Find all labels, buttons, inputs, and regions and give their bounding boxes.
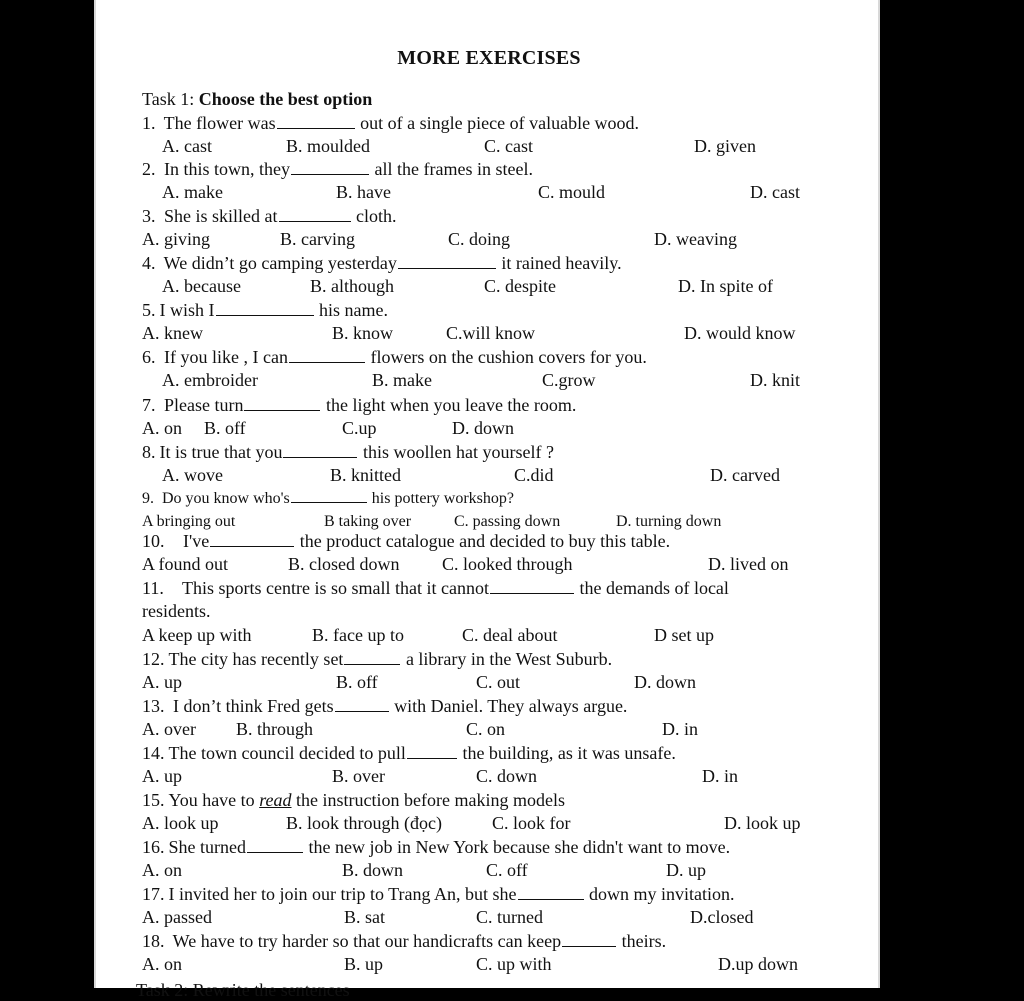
answer-option[interactable]: B. closed down xyxy=(288,554,400,574)
answer-blank[interactable] xyxy=(247,837,303,853)
question-number: 3. xyxy=(142,206,156,226)
answer-option[interactable]: C. mould xyxy=(538,182,606,202)
answer-option[interactable]: D set up xyxy=(654,625,714,645)
question-number: 13. xyxy=(142,696,165,716)
task1-heading xyxy=(142,88,372,111)
question-text: She turned xyxy=(168,837,246,857)
answer-option[interactable]: A. make xyxy=(162,182,223,202)
answer-option[interactable]: C. deal about xyxy=(462,625,558,645)
question-number: 15. xyxy=(142,790,165,810)
answer-option[interactable]: A. over xyxy=(142,719,196,739)
question-text: You have to xyxy=(168,790,260,810)
task-instruction: Choose the best option xyxy=(198,89,373,109)
question-stem xyxy=(142,695,627,718)
answer-option[interactable]: D. cast xyxy=(750,182,800,202)
question-text: I don’t think Fred gets xyxy=(168,696,334,716)
question-text-continued: down my invitation. xyxy=(584,884,735,904)
answer-blank[interactable] xyxy=(490,578,574,594)
answer-blank[interactable] xyxy=(291,487,367,503)
answer-option[interactable]: D. down xyxy=(634,672,696,692)
answer-option[interactable]: C.did xyxy=(514,465,554,485)
answer-blank[interactable] xyxy=(277,113,355,129)
answer-option[interactable]: D. lived on xyxy=(708,554,789,574)
answer-option[interactable]: A found out xyxy=(142,554,229,574)
question-stem xyxy=(142,112,639,135)
answer-blank[interactable] xyxy=(335,696,389,712)
question-text: Do you know who's xyxy=(158,490,290,507)
question-text: This sports centre is so small that it cannot xyxy=(177,578,489,598)
question-stem xyxy=(142,883,735,906)
question-text-continued: the product catalogue and decided to buy this table. xyxy=(295,531,671,551)
question-stem xyxy=(142,252,622,275)
answer-blank[interactable] xyxy=(244,395,320,411)
question-number: 14. xyxy=(142,743,165,763)
answer-option[interactable]: A keep up with xyxy=(142,625,252,645)
answer-option[interactable]: D. in xyxy=(662,719,698,739)
answer-option[interactable]: C. look for xyxy=(492,813,571,833)
question-text-continued: the instruction before making models xyxy=(291,790,565,810)
answer-option[interactable]: A. look up xyxy=(142,813,219,833)
answer-option[interactable]: D. weaving xyxy=(654,229,737,249)
question-text-continued: his name. xyxy=(314,300,388,320)
question-stem xyxy=(142,930,666,953)
answer-option[interactable]: C. on xyxy=(466,719,506,739)
answer-blank[interactable] xyxy=(210,531,294,547)
question-number: 7. xyxy=(142,395,156,415)
answer-option[interactable]: D. up xyxy=(666,860,706,880)
question-text-continued: with Daniel. They always argue. xyxy=(389,696,628,716)
answer-option[interactable]: B. up xyxy=(344,954,384,974)
question-text-continued: this woollen hat yourself ? xyxy=(358,442,554,462)
answer-option[interactable]: B. knitted xyxy=(330,465,401,485)
answer-option[interactable]: C. despite xyxy=(484,276,556,296)
answer-option[interactable]: A. knew xyxy=(142,323,203,343)
answer-option[interactable]: B. have xyxy=(336,182,391,202)
answer-option[interactable]: B. off xyxy=(336,672,378,692)
answer-option[interactable]: A. cast xyxy=(162,136,212,156)
question-text: We didn’t go camping yesterday xyxy=(159,253,397,273)
answer-blank[interactable] xyxy=(289,347,365,363)
answer-option[interactable]: C.will know xyxy=(446,323,536,343)
answer-option[interactable]: C. turned xyxy=(476,907,543,927)
answer-option[interactable]: B. know xyxy=(332,323,394,343)
question-text-continued: the demands of local xyxy=(574,578,729,598)
answer-blank[interactable] xyxy=(291,159,369,175)
question-text: The city has recently set xyxy=(168,649,344,669)
answer-blank[interactable] xyxy=(279,206,351,222)
answer-blank[interactable] xyxy=(344,649,400,665)
question-text-continued: it rained heavily. xyxy=(496,253,622,273)
question-stem xyxy=(142,487,514,510)
answer-option[interactable]: B. face up to xyxy=(312,625,404,645)
question-number: 18. xyxy=(142,931,165,951)
answer-option[interactable]: D. carved xyxy=(710,465,780,485)
answer-option[interactable]: A. on xyxy=(142,418,182,438)
answer-option[interactable]: C. cast xyxy=(484,136,533,156)
question-text: If you like , I can xyxy=(159,347,288,367)
question-text-continued: flowers on the cushion covers for you. xyxy=(365,347,647,367)
answer-option[interactable]: C. down xyxy=(476,766,538,786)
question-text: In this town, they xyxy=(159,159,290,179)
answer-option[interactable]: A. up xyxy=(142,672,182,692)
answer-option[interactable]: D. turning down xyxy=(616,513,722,530)
answer-option[interactable]: D. down xyxy=(452,418,514,438)
question-number: 8. xyxy=(142,442,156,462)
question-text-continued: his pottery workshop? xyxy=(367,490,514,507)
question-stem xyxy=(142,789,565,812)
question-text-continued: the new job in New York because she didn't want to move. xyxy=(303,837,731,857)
question-text-continued: cloth. xyxy=(351,206,397,226)
answer-option[interactable]: A. up xyxy=(142,766,182,786)
question-text-continued: the light when you leave the room. xyxy=(321,395,577,415)
page-title: MORE EXERCISES xyxy=(397,47,581,69)
answer-option[interactable]: A. on xyxy=(142,860,182,880)
question-stem xyxy=(142,648,612,671)
question-text: I wish I xyxy=(159,300,215,320)
question-number: 12. xyxy=(142,649,165,669)
answer-option[interactable]: B. make xyxy=(372,370,432,390)
question-number: 4. xyxy=(142,253,156,273)
question-text: She is skilled at xyxy=(159,206,278,226)
answer-blank[interactable] xyxy=(518,884,584,900)
question-number: 6. xyxy=(142,347,156,367)
question-stem xyxy=(142,530,670,553)
question-text-continued: all the frames in steel. xyxy=(370,159,533,179)
question-text: We have to try harder so that our handicrafts can keep xyxy=(168,931,562,951)
answer-option[interactable]: D. look up xyxy=(724,813,801,833)
answer-blank[interactable] xyxy=(283,442,357,458)
question-stem xyxy=(142,299,388,322)
answer-blank[interactable] xyxy=(216,300,314,316)
answer-option[interactable]: C. doing xyxy=(448,229,511,249)
answer-option[interactable]: B. sat xyxy=(344,907,386,927)
question-text-continued: theirs. xyxy=(617,931,667,951)
task2-heading-partial: Task 2: Rewrite the sentences xyxy=(136,980,350,1000)
question-number: 9. xyxy=(142,490,154,507)
question-text: Please turn xyxy=(159,395,244,415)
answer-option[interactable]: C.up xyxy=(342,418,377,438)
answer-option[interactable]: C. out xyxy=(476,672,521,692)
question-text-continued: out of a single piece of valuable wood. xyxy=(355,113,640,133)
answer-option[interactable]: D. knit xyxy=(750,370,801,390)
answer-option[interactable]: B. look through (đọc) xyxy=(286,813,442,833)
question-text: The town council decided to pull xyxy=(168,743,406,763)
answer-option[interactable]: A bringing out xyxy=(142,513,236,530)
answer-option[interactable]: D. In spite of xyxy=(678,276,773,296)
answer-option[interactable]: C. up with xyxy=(476,954,552,974)
answer-option[interactable]: A. wove xyxy=(162,465,223,485)
question-number: 17. xyxy=(142,884,165,904)
answer-option[interactable]: B. through xyxy=(236,719,314,739)
answer-option[interactable]: A. giving xyxy=(142,229,211,249)
answer-option[interactable]: A. passed xyxy=(142,907,212,927)
answer-blank[interactable] xyxy=(407,743,457,759)
emphasized-word: read xyxy=(259,790,292,810)
question-stem xyxy=(142,742,676,765)
answer-option[interactable]: C. looked through xyxy=(442,554,573,574)
answer-option[interactable]: D. would know xyxy=(684,323,796,343)
question-number: 16. xyxy=(142,837,165,857)
answer-option[interactable]: B. off xyxy=(204,418,246,438)
question-text-continued: a library in the West Suburb. xyxy=(401,649,613,669)
question-text-wrap: residents. xyxy=(142,601,211,621)
answer-option[interactable]: A. on xyxy=(142,954,182,974)
answer-option[interactable]: B taking over xyxy=(324,513,412,530)
answer-blank[interactable] xyxy=(562,931,616,947)
worksheet-page xyxy=(94,0,880,1000)
question-stem xyxy=(142,836,730,859)
question-number: 11. xyxy=(142,578,164,598)
answer-option[interactable]: C. passing down xyxy=(454,513,561,530)
answer-option[interactable]: A. embroider xyxy=(162,370,258,390)
answer-option[interactable]: D. given xyxy=(694,136,756,156)
answer-option[interactable]: A. because xyxy=(162,276,241,296)
answer-option[interactable]: D. in xyxy=(702,766,738,786)
answer-option[interactable]: B. moulded xyxy=(286,136,370,156)
answer-option[interactable]: B. carving xyxy=(280,229,355,249)
answer-option[interactable]: D.up down xyxy=(718,954,798,974)
question-text-continued: the building, as it was unsafe. xyxy=(457,743,676,763)
question-text: The flower was xyxy=(159,113,276,133)
answer-blank[interactable] xyxy=(398,253,496,269)
answer-option[interactable]: B. although xyxy=(310,276,394,296)
answer-option[interactable]: B. over xyxy=(332,766,385,786)
question-number: 2. xyxy=(142,159,156,179)
question-stem xyxy=(142,205,397,228)
answer-option[interactable]: C.grow xyxy=(542,370,596,390)
question-text: It is true that you xyxy=(159,442,283,462)
question-text: I've xyxy=(178,531,210,551)
question-number: 10. xyxy=(142,531,165,551)
answer-option[interactable]: B. down xyxy=(342,860,404,880)
question-number: 5. xyxy=(142,300,156,320)
answer-option[interactable]: D.closed xyxy=(690,907,754,927)
question-stem xyxy=(142,158,533,181)
question-stem xyxy=(142,577,729,600)
answer-option[interactable]: C. off xyxy=(486,860,528,880)
question-stem xyxy=(142,346,647,369)
question-text: I invited her to join our trip to Trang An, but she xyxy=(168,884,517,904)
question-number: 1. xyxy=(142,113,156,133)
question-stem xyxy=(142,441,554,464)
task-label: Task 1: xyxy=(142,89,195,109)
question-stem xyxy=(142,394,576,417)
